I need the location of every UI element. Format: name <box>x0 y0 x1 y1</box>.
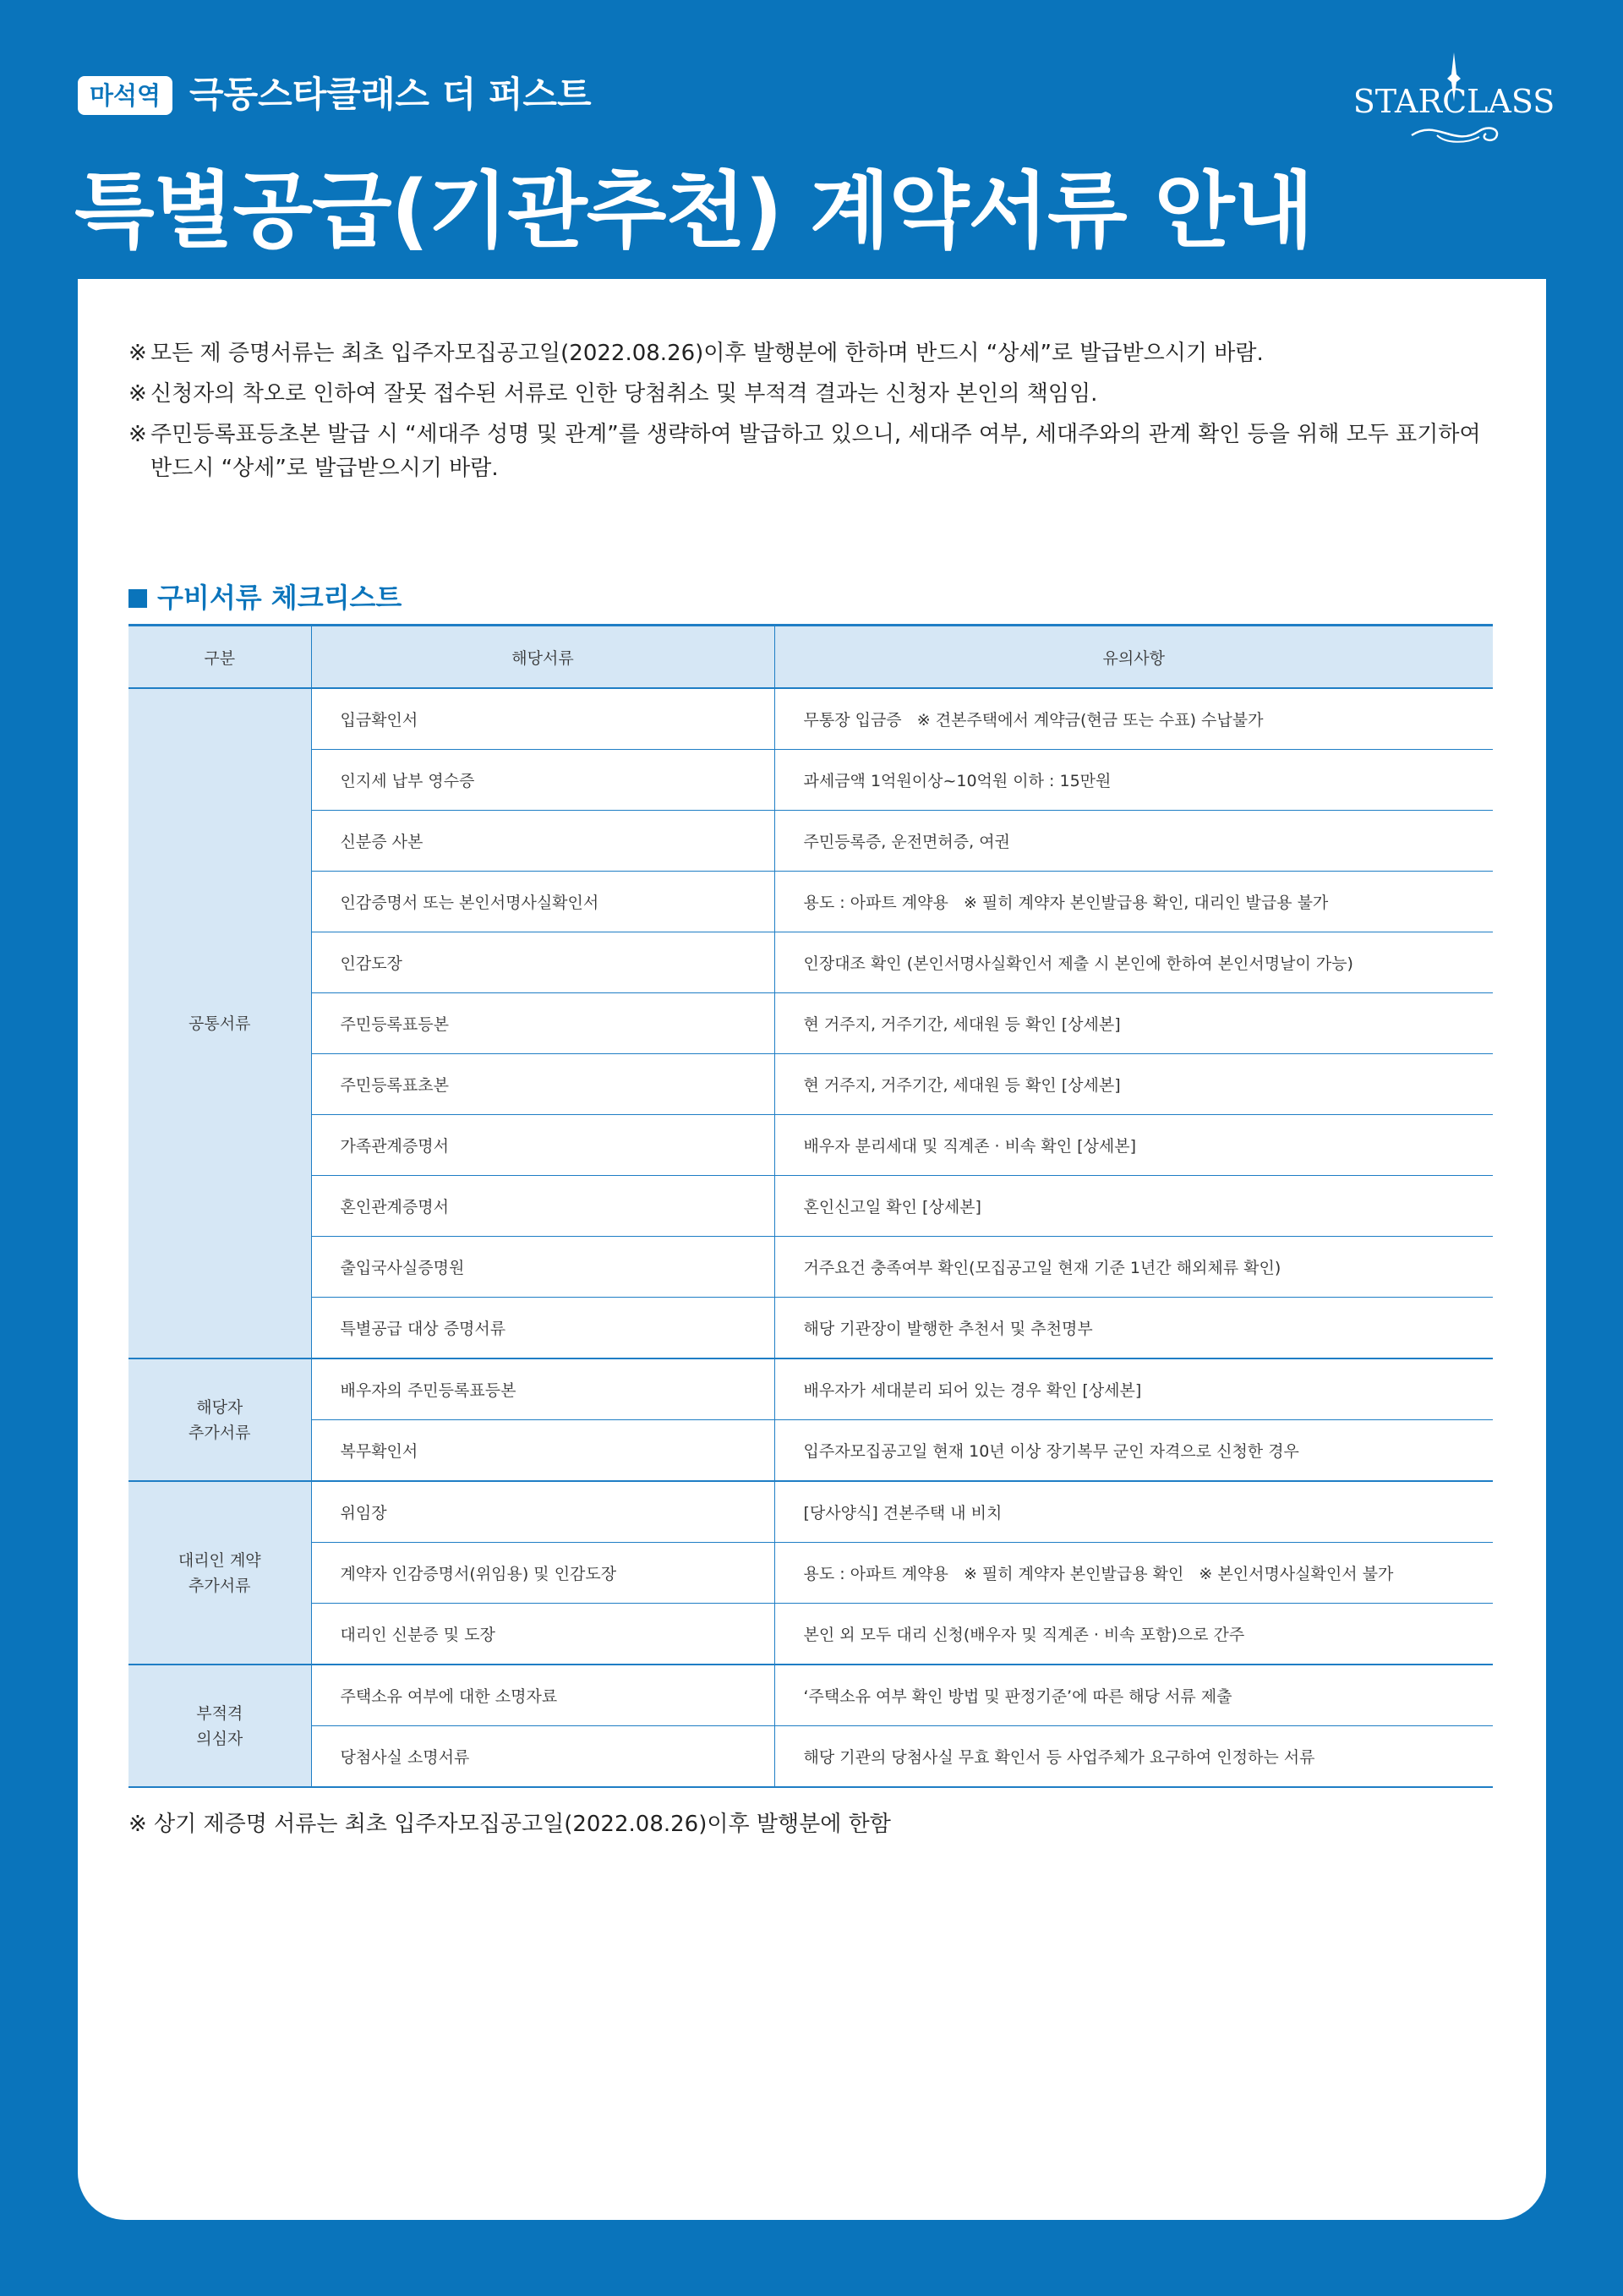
square-bullet-icon <box>128 589 147 608</box>
notice-text: 모든 제 증명서류는 최초 입주자모집공고일(2022.08.26)이후 발행분에 한하며 반드시 “상세”로 발급받으시기 바람. <box>150 341 1264 366</box>
document-cell: 계약자 인감증명서(위임용) 및 인감도장 <box>311 1543 774 1604</box>
table-row <box>128 1726 1493 1788</box>
header <box>0 0 1623 279</box>
remarks-cell: 현 거주지, 거주기간, 세대원 등 확인 [상세본] <box>774 993 1493 1054</box>
remarks-cell: 주민등록증, 운전면허증, 여권 <box>774 811 1493 872</box>
remarks-cell: 본인 외 모두 대리 신청(배우자 및 직계존 · 비속 포함)으로 간주 <box>774 1604 1493 1665</box>
table-row <box>128 1237 1493 1298</box>
logo-wordmark: STARCLASS <box>1352 83 1555 120</box>
footnote: ※ 상기 제증명 서류는 최초 입주자모집공고일(2022.08.26)이후 발행분에 한함 <box>128 1812 891 1837</box>
notice-text: 신청자의 착오로 인하여 잘못 접수된 서류로 인한 당첨취소 및 부적격 결과는 신청자 본인의 책임임. <box>150 381 1098 407</box>
notice-item <box>128 418 1498 485</box>
table-row <box>128 750 1493 811</box>
remarks-cell: 거주요건 충족여부 확인(모집공고일 현재 기준 1년간 해외체류 확인) <box>774 1237 1493 1298</box>
column-header-remarks: 유의사항 <box>774 626 1493 689</box>
table-row <box>128 1604 1493 1665</box>
table-row <box>128 993 1493 1054</box>
remarks-cell: 인장대조 확인 (본인서명사실확인서 제출 시 본인에 한하여 본인서명날이 가능) <box>774 932 1493 993</box>
table-row <box>128 811 1493 872</box>
notice-list <box>128 336 1498 492</box>
remarks-cell: 혼인신고일 확인 [상세본] <box>774 1176 1493 1237</box>
document-cell: 대리인 신분증 및 도장 <box>311 1604 774 1665</box>
remarks-cell: 현 거주지, 거주기간, 세대원 등 확인 [상세본] <box>774 1054 1493 1115</box>
notice-item <box>128 377 1498 411</box>
remarks-cell: 입주자모집공고일 현재 10년 이상 장기복무 군인 자격으로 신청한 경우 <box>774 1420 1493 1482</box>
remarks-cell: 무통장 입금증 ※ 견본주택에서 계약금(현금 또는 수표) 수납불가 <box>774 688 1493 750</box>
column-header-document: 해당서류 <box>311 626 774 689</box>
remarks-cell: [당사양식] 견본주택 내 비치 <box>774 1481 1493 1543</box>
table-row <box>128 1543 1493 1604</box>
document-cell: 배우자의 주민등록표등본 <box>311 1358 774 1420</box>
checklist-heading-text: 구비서류 체크리스트 <box>157 582 402 614</box>
table-row <box>128 1054 1493 1115</box>
document-cell: 위임장 <box>311 1481 774 1543</box>
remarks-cell: 용도 : 아파트 계약용 ※ 필히 계약자 본인발급용 확인 ※ 본인서명사실확인서 불가 <box>774 1543 1493 1604</box>
document-cell: 주민등록표등본 <box>311 993 774 1054</box>
document-cell: 혼인관계증명서 <box>311 1176 774 1237</box>
document-cell: 인지세 납부 영수증 <box>311 750 774 811</box>
complex-name: 극동스타클래스 더 퍼스트 <box>189 74 592 115</box>
document-cell: 복무확인서 <box>311 1420 774 1482</box>
document-cell: 출입국사실증명원 <box>311 1237 774 1298</box>
remarks-cell: 용도 : 아파트 계약용 ※ 필히 계약자 본인발급용 확인, 대리인 발급용 불가 <box>774 872 1493 932</box>
category-cell: 부적격 의심자 <box>128 1665 311 1787</box>
notice-text: 주민등록표등초본 발급 시 “세대주 성명 및 관계”를 생략하여 발급하고 있으니, 세대주 여부, 세대주와의 관계 확인 등을 위해 모두 표기하여 반드시 “상세”로 발급받으시기 바람. <box>150 422 1481 481</box>
document-cell: 주택소유 여부에 대한 소명자료 <box>311 1665 774 1726</box>
table-row <box>128 932 1493 993</box>
station-badge: 마석역 <box>78 76 172 115</box>
category-cell: 해당자 추가서류 <box>128 1358 311 1481</box>
remarks-cell: 배우자 분리세대 및 직계존 · 비속 확인 [상세본] <box>774 1115 1493 1176</box>
table-row <box>128 1665 1493 1726</box>
document-cell: 주민등록표초본 <box>311 1054 774 1115</box>
table-row <box>128 1481 1493 1543</box>
document-cell: 인감도장 <box>311 932 774 993</box>
category-cell: 대리인 계약 추가서류 <box>128 1481 311 1665</box>
table-row <box>128 688 1493 750</box>
document-cell: 당첨사실 소명서류 <box>311 1726 774 1788</box>
table-row <box>128 1420 1493 1482</box>
remarks-cell: 해당 기관장이 발행한 추천서 및 추천명부 <box>774 1298 1493 1359</box>
reference-mark-icon: ※ <box>128 341 147 366</box>
reference-mark-icon: ※ <box>128 422 147 447</box>
starclass-logo <box>1352 51 1555 152</box>
page-title: 특별공급(기관추천) 계약서류 안내 <box>74 163 1314 260</box>
document-cell: 신분증 사본 <box>311 811 774 872</box>
document-cell: 인감증명서 또는 본인서명사실확인서 <box>311 872 774 932</box>
table-row <box>128 872 1493 932</box>
table-body <box>128 688 1493 1787</box>
table-row <box>128 1358 1493 1420</box>
document-cell: 가족관계증명서 <box>311 1115 774 1176</box>
category-cell: 공통서류 <box>128 688 311 1358</box>
document-cell: 특별공급 대상 증명서류 <box>311 1298 774 1359</box>
table-row <box>128 1176 1493 1237</box>
notice-item <box>128 336 1498 370</box>
table-row <box>128 1298 1493 1359</box>
remarks-cell: 과세금액 1억원이상~10억원 이하 : 15만원 <box>774 750 1493 811</box>
content-card <box>78 279 1546 2220</box>
document-cell: 입금확인서 <box>311 688 774 750</box>
table-header-row <box>128 626 1493 689</box>
checklist-heading <box>128 577 402 619</box>
remarks-cell: 배우자가 세대분리 되어 있는 경우 확인 [상세본] <box>774 1358 1493 1420</box>
remarks-cell: 해당 기관의 당첨사실 무효 확인서 등 사업주체가 요구하여 인정하는 서류 <box>774 1726 1493 1788</box>
column-header-category: 구분 <box>128 626 311 689</box>
remarks-cell: ‘주택소유 여부 확인 방법 및 판정기준’에 따른 해당 서류 제출 <box>774 1665 1493 1726</box>
document-checklist-table <box>128 624 1493 1788</box>
table-row <box>128 1115 1493 1176</box>
reference-mark-icon: ※ <box>128 381 147 407</box>
